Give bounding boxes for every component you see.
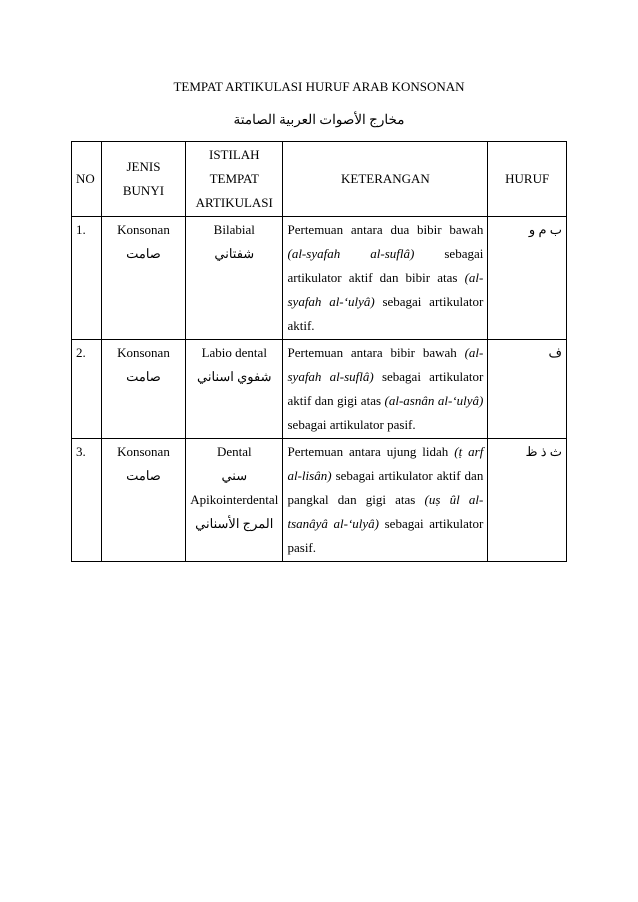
- row-istilah-latin: Bilabial: [213, 222, 255, 237]
- ket-term-1: (al-syafah al-suflâ): [287, 246, 415, 261]
- row-istilah: [186, 439, 283, 562]
- row-jenis-arabic: صامت: [126, 369, 161, 384]
- header-huruf: HURUF: [488, 142, 567, 217]
- row-jenis: [101, 340, 185, 439]
- row-no: 2.: [72, 340, 102, 439]
- ket-text-1: Pertemuan antara bibir bawah: [287, 345, 465, 360]
- row-huruf: ث ذ ظ: [488, 439, 567, 562]
- ket-term-1: (al-syafah al-suflâ): [287, 345, 484, 384]
- ket-term-2: (al-asnân al-‘ulyâ): [384, 393, 484, 408]
- table-row: [72, 217, 567, 340]
- ket-text-3: sebagai artikulator pasif.: [287, 417, 416, 432]
- ket-text-2: sebagai artikulator aktif dan bibir atas: [287, 246, 484, 285]
- row-istilah-arabic: سني: [221, 468, 248, 483]
- ket-term-2: (al-syafah al-‘ulyâ): [287, 270, 484, 309]
- ket-text-1: Pertemuan antara ujung lidah: [287, 444, 455, 459]
- ket-text-3: sebagai artikulator pasif.: [287, 516, 484, 555]
- row-no: 1.: [72, 217, 102, 340]
- ket-text-2: sebagai artikulator aktif dan gigi atas: [287, 369, 484, 408]
- row-keterangan: [283, 217, 488, 340]
- row-jenis-latin: Konsonan: [117, 222, 170, 237]
- document-title: TEMPAT ARTIKULASI HURUF ARAB KONSONAN: [173, 79, 465, 94]
- header-keterangan: KETERANGAN: [283, 142, 488, 217]
- row-jenis-latin: Konsonan: [117, 444, 170, 459]
- header-istilah-line2: TEMPAT: [209, 171, 259, 186]
- row-istilah: [186, 217, 283, 340]
- row-huruf: ف: [488, 340, 567, 439]
- row-jenis-arabic: صامت: [126, 468, 161, 483]
- table-row: [72, 439, 567, 562]
- row-keterangan: [283, 340, 488, 439]
- row-istilah-latin: Labio dental: [201, 345, 267, 360]
- row-huruf: ب م و: [488, 217, 567, 340]
- row-istilah2-arabic: المرج الأسناني: [195, 516, 274, 531]
- articulation-table: [71, 141, 567, 562]
- header-jenis-bunyi: [101, 142, 185, 217]
- document-subtitle-arabic: مخارج الأصوات العربية الصامتة: [233, 112, 405, 127]
- row-istilah: [186, 340, 283, 439]
- row-istilah-latin: Dental: [216, 444, 252, 459]
- header-jenis-line1: JENIS: [126, 159, 161, 174]
- ket-text-3: sebagai artikulator aktif.: [287, 294, 484, 333]
- header-jenis-line2: BUNYI: [122, 183, 165, 198]
- table-header-row: [72, 142, 567, 217]
- header-istilah-line1: ISTILAH: [208, 147, 260, 162]
- table-row: [72, 340, 567, 439]
- row-istilah-arabic: شفوي اسناني: [197, 369, 272, 384]
- header-istilah-line3: ARTIKULASI: [195, 195, 273, 210]
- row-jenis: [101, 439, 185, 562]
- ket-term-1: (ṭ arf al-lisân): [287, 444, 484, 483]
- ket-term-2: (uṣ ûl al-tsanâyâ al-‘ulyâ): [287, 492, 484, 531]
- row-istilah-arabic: شفتاني: [214, 246, 255, 261]
- row-jenis-latin: Konsonan: [117, 345, 170, 360]
- header-istilah: [186, 142, 283, 217]
- row-istilah2-latin: Apikointerdental: [190, 492, 279, 507]
- row-keterangan: [283, 439, 488, 562]
- header-no: NO: [72, 142, 102, 217]
- row-jenis: [101, 217, 185, 340]
- row-no: 3.: [72, 439, 102, 562]
- row-jenis-arabic: صامت: [126, 246, 161, 261]
- ket-text-1: Pertemuan antara dua bibir bawah: [287, 222, 484, 237]
- ket-text-2: sebagai artikulator aktif dan pangkal dan gigi atas: [287, 468, 484, 507]
